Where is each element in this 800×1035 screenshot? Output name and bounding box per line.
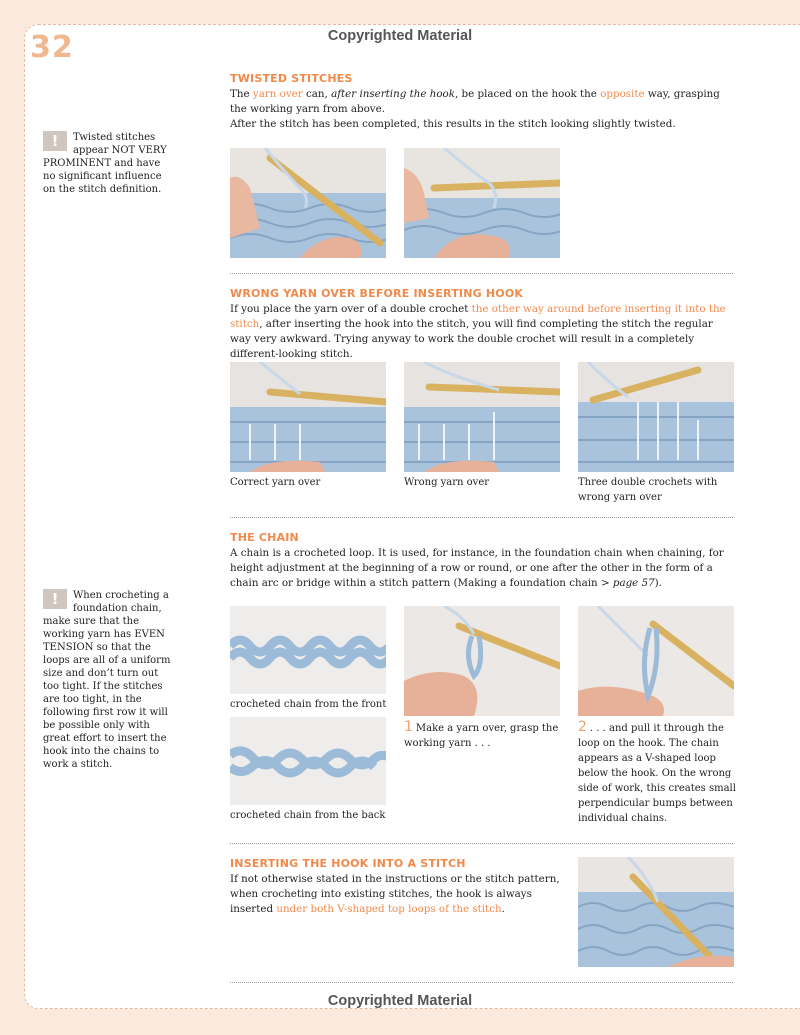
photo-twisted-yarn-over bbox=[230, 148, 386, 258]
caption-wrong-yarn-over: Wrong yarn over bbox=[404, 477, 490, 488]
watermark-bottom: Copyrighted Material bbox=[327, 993, 473, 1009]
paragraph-inserting-hook: If not otherwise stated in the instructions or the stitch pattern, when crocheting into existing stitches, the hook is always inserted under both V-shaped top loops of the stitch. bbox=[230, 873, 560, 915]
photo-chain-step-2 bbox=[578, 606, 734, 716]
photo-twisted-result bbox=[404, 148, 560, 258]
photo-chain-back bbox=[230, 717, 386, 805]
paragraph-chain: A chain is a crocheted loop. It is used, for instance, in the foundation chain when chaining, for height adjustment at the beginning of a row or round, or one after the other in the form of a chain arc or bridge within a stitch pattern (Making a foundation chain > page 57). bbox=[230, 547, 724, 589]
divider bbox=[230, 273, 733, 274]
caption-correct-yarn-over: Correct yarn over bbox=[230, 477, 321, 488]
side-note-text: Twisted stitches appear NOT VERY PROMINENT and have no significant influence on the stitch definition. bbox=[43, 132, 167, 195]
page-number: 32 bbox=[30, 30, 74, 65]
exclamation-icon: ! bbox=[43, 131, 67, 151]
caption-step-1: 1 Make a yarn over, grasp the working yarn . . . bbox=[404, 719, 559, 749]
caption-chain-back: crocheted chain from the back bbox=[230, 810, 386, 821]
photo-correct-yarn-over bbox=[230, 362, 386, 472]
section-title-chain: THE CHAIN bbox=[230, 531, 299, 544]
paragraph-wrong-yarn-over: If you place the yarn over of a double crochet the other way around before inserting it into the stitch, after inserting the hook into the stitch, you will find completing the stitch the regular way very awkward. Trying anyway to work the double crochet will result in a completely different-looking stitch. bbox=[230, 303, 726, 360]
section-title-wrong-yarn-over: WRONG YARN OVER BEFORE INSERTING HOOK bbox=[230, 287, 524, 300]
watermark-top: Copyrighted Material bbox=[327, 28, 473, 44]
divider bbox=[230, 843, 733, 844]
photo-inserting-hook bbox=[578, 857, 734, 967]
caption-step-2: 2 . . . and pull it through the loop on the hook. The chain appears as a V-shaped loop below the hook. On the wrong side of work, this creates small perpendicular bumps between individual chains. bbox=[578, 719, 736, 824]
exclamation-icon: ! bbox=[43, 589, 67, 609]
section-title-inserting-hook: INSERTING THE HOOK INTO A STITCH bbox=[230, 857, 466, 870]
side-note-chain bbox=[43, 589, 173, 771]
photo-chain-step-1 bbox=[404, 606, 560, 716]
paragraph-twisted: The yarn over can, after inserting the hook, be placed on the hook the opposite way, grasping the working yarn from above. After the stitch has been completed, this results in the stitch looking slightly twisted. bbox=[230, 88, 720, 130]
divider bbox=[230, 982, 733, 983]
side-note-text: When crocheting a foundation chain, make sure that the working yarn has EVEN TENSION so that the loops are all of a uniform size and don’t turn out too tight. If the stitches are too tight, in the following first row it will be possible only with great effort to insert the hook into the chains to work a stitch. bbox=[43, 590, 171, 770]
photo-three-double-crochets bbox=[578, 362, 734, 472]
divider bbox=[230, 517, 733, 518]
photo-chain-front bbox=[230, 606, 386, 694]
caption-chain-front: crocheted chain from the front bbox=[230, 699, 387, 710]
section-title-twisted: TWISTED STITCHES bbox=[230, 72, 353, 85]
caption-three-double-crochets: Three double crochets with wrong yarn over bbox=[578, 477, 718, 503]
photo-wrong-yarn-over bbox=[404, 362, 560, 472]
side-note-twisted bbox=[43, 131, 173, 196]
